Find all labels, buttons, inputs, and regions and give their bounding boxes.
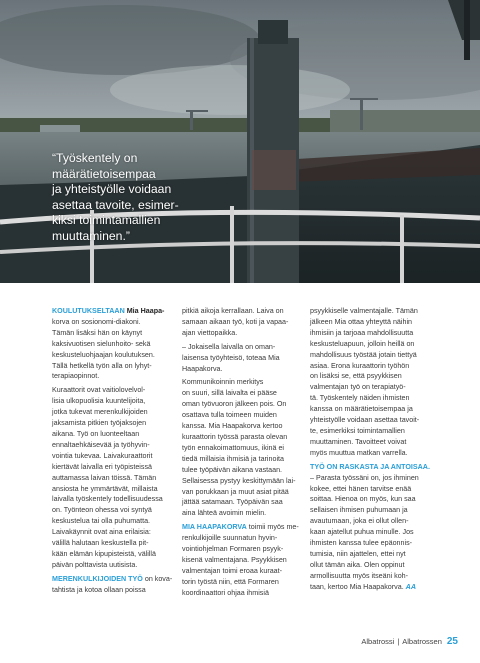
end-mark-icon: AA xyxy=(405,582,416,591)
article-body xyxy=(0,306,480,606)
paragraph-line: tumisia, niin ajattelen, ettei nyt xyxy=(310,549,406,558)
page-footer xyxy=(361,636,458,647)
paragraph-line: avautumaan, joka ei ollut ollen- xyxy=(310,517,409,526)
paragraph-line: valmentajan toimi eroaa kuraat- xyxy=(182,566,283,575)
quote-line: kiksi toimintamallien xyxy=(52,213,161,228)
heading-continuation: toimii myös me- xyxy=(248,523,299,532)
paragraph-line: ansiosta he ymmärtävät, millaista xyxy=(52,484,158,493)
paragraph-line: Kuraattorit ovat vaitiolovelvol- xyxy=(52,386,146,395)
paragraph-line: on suuri, sillä laivalta ei pääse xyxy=(182,389,277,398)
magazine-name-fi: Albatrossi xyxy=(361,637,395,646)
paragraph-line: valmentajan työ on terapiatyö- xyxy=(310,383,406,392)
paragraph-line xyxy=(310,582,438,593)
magazine-name-sv: Albatrossen xyxy=(402,637,442,646)
paragraph-line: ihmisiin ja tarjoaa mahdollisuutta xyxy=(310,328,414,337)
paragraph-line: ihmisten kanssa tulee epäonnis- xyxy=(310,539,413,548)
person-name: Mia Haapa- xyxy=(126,307,165,315)
paragraph-line: Laivakäynnit ovat aina erilaisia: xyxy=(52,528,151,537)
paragraph-line: Haapakorva. xyxy=(182,364,223,373)
paragraph-line: työn ennakoimattomuus, ikinä ei xyxy=(182,443,285,452)
paragraph-line: Tämän lisäksi hän on käynyt xyxy=(52,328,143,337)
paragraph-line: kaan ajatellut puhua minulle. Jos xyxy=(310,528,414,537)
paragraph-line: jättää satamaan. Työpäivän saa xyxy=(182,498,283,507)
paragraph-line: osattava tulla toimeen muiden xyxy=(182,411,277,420)
paragraph-line: – Jokaisella laivalla on oman- xyxy=(182,342,276,351)
article-column-2 xyxy=(182,306,310,599)
section-heading: TYÖ ON RASKASTA JA ANTOISAA. xyxy=(310,462,430,471)
paragraph-line: lisia ulkopuolisia kuuntelijoita, xyxy=(52,397,146,406)
section-heading: KOULUTUKSELTAAN xyxy=(52,307,125,315)
quote-line: määrätietoisempaa xyxy=(52,166,156,181)
paragraph-line: kanssa on määrätietoisempaa ja xyxy=(310,405,413,414)
paragraph-line: asiaa. Erona kuraattorin työhön xyxy=(310,361,410,370)
quote-line: asettaa tavoite, esimer- xyxy=(52,197,179,212)
paragraph-line: aikana. Työ on luonteeltaan xyxy=(52,429,140,438)
paragraph-line: laisensa työyhteisö, toteaa Mia xyxy=(182,353,280,362)
paragraph-line: keskusteluohjaajan koulutuksen. xyxy=(52,350,155,359)
paragraph-line: mahdollisuus työstää jotain tiettyä xyxy=(310,350,417,359)
paragraph-line: keskustelua tai olla puhumatta. xyxy=(52,517,151,526)
paragraph-line: sellaisen ihmisen puhumaan ja xyxy=(310,506,408,515)
paragraph-line: tahtista ja kotoa ollaan poissa xyxy=(52,585,146,594)
paragraph-line: ajan viettopaikka. xyxy=(182,328,238,337)
paragraph-line: laivalla työskentely todellisuudessa xyxy=(52,495,163,504)
quote-line: ja yhteistyölle voidaan xyxy=(52,182,172,197)
paragraph-line xyxy=(52,306,180,317)
paragraph-line: muuttaminen. Tavoitteet voivat xyxy=(310,437,407,446)
paragraph-line: on lisäksi se, että psyykkisen xyxy=(310,372,402,381)
closing-line: taan, kertoo Mia Haapakorva. xyxy=(310,582,404,591)
paragraph-line: armollisuutta myös itseäni koh- xyxy=(310,571,409,580)
paragraph-line xyxy=(52,574,180,585)
paragraph-line: kiertävät laivalla eri työpisteissä xyxy=(52,462,153,471)
paragraph-line: van porukkaan ja muut asiat pitää xyxy=(182,487,289,496)
paragraph-line: kään elämän kipupisteistä, välillä xyxy=(52,549,156,558)
paragraph-line: jaksamista pitkien työjaksojen xyxy=(52,419,147,428)
paragraph-line: koordinaattori ohjaa ihmisiä xyxy=(182,588,269,597)
article-column-3 xyxy=(310,306,438,593)
paragraph-line: soittaa. Hienoa on myös, kun saa xyxy=(310,495,416,504)
paragraph-line: kuraattorin työssä parasta olevan xyxy=(182,432,288,441)
paragraph-line: Sellaisessa pystyy keskittymään lai- xyxy=(182,476,296,485)
paragraph-line: pitkiä aikoja kerrallaan. Laiva on xyxy=(182,307,284,315)
paragraph-line: jotka tukevat merenkulkijoiden xyxy=(52,408,148,417)
article-column-1 xyxy=(52,306,180,596)
paragraph-line: yhteistyölle voidaan asettaa tavoit- xyxy=(310,416,420,425)
heading-continuation: on kova- xyxy=(144,574,173,583)
paragraph-line: tiedä millaisia ihmisiä ja tarinoita xyxy=(182,454,284,463)
paragraph-line: terapiaopinnot. xyxy=(52,372,100,381)
paragraph-line: renkulkijoille suunnatun hyvin- xyxy=(182,534,278,543)
section-heading: MIA HAAPAKORVA xyxy=(182,523,247,532)
paragraph-line: ollut tämän aika. Olen oppinut xyxy=(310,560,405,569)
paragraph-line: – Parasta työssäni on, jos ihminen xyxy=(310,473,419,482)
paragraph-line xyxy=(182,522,310,533)
page-number: 25 xyxy=(446,636,458,647)
paragraph-line: kaksivuotisen sielunhoito- sekä xyxy=(52,339,151,348)
paragraph-line: kanssa. Mia Haapakorva kertoo xyxy=(182,422,283,431)
paragraph-line: Kommunikoinnin merkitys xyxy=(182,378,264,387)
quote-line: “Työskentely on xyxy=(52,151,138,165)
paragraph-line: keskusteluapuun, jolloin heillä on xyxy=(310,339,415,348)
paragraph-line: tä. Työskentely näiden ihmisten xyxy=(310,394,410,403)
paragraph-line: psyykkiselle valmentajalle. Tämän xyxy=(310,307,418,315)
paragraph-line: torin työstä niin, että Formaren xyxy=(182,577,279,586)
paragraph-line: oman työvuoron jälkeen pois. On xyxy=(182,400,287,409)
paragraph-line: samaan aikaan työ, koti ja vapaa- xyxy=(182,317,289,326)
paragraph-line: Tällä hetkellä työn alla on lyhyt- xyxy=(52,361,152,370)
footer-separator: | xyxy=(397,637,400,646)
paragraph-line: on. Työnteon ohessa voi syntyä xyxy=(52,506,152,515)
quote-line: muuttaminen.” xyxy=(52,228,130,243)
pull-quote xyxy=(52,151,212,245)
paragraph-line: myös muuttua matkan varrella. xyxy=(310,448,408,457)
paragraph-line: aina lähteä avoimin mielin. xyxy=(182,509,267,518)
paragraph-line: auttamassa laivan töissä. Tämän xyxy=(52,473,157,482)
paragraph-line: ennaltaehkäisevää ja työhyvin- xyxy=(52,440,150,449)
section-heading: MERENKULKIJOIDEN TYÖ xyxy=(52,574,143,583)
paragraph-line: välillä halutaan keskustella pit- xyxy=(52,539,149,548)
paragraph-line: vointia tukevaa. Laivakuraattorit xyxy=(52,451,153,460)
paragraph-line: kokee, ettei hänen tarvitse enää xyxy=(310,484,412,493)
paragraph-line: te, esimerkiksi toimintamallien xyxy=(310,426,405,435)
paragraph-line: tulee työpäivän aikana vastaan. xyxy=(182,465,283,474)
paragraph-line: korva on sosionomi-diakoni. xyxy=(52,317,141,326)
paragraph-line: jälkeen Mia ottaa yhteyttä näihin xyxy=(310,317,413,326)
paragraph-line: vointiohjelman Formaren psyyk- xyxy=(182,545,284,554)
paragraph-line: päivän polttavista uutisista. xyxy=(52,560,138,569)
paragraph-line: kisenä valmentajana. Psyykkisen xyxy=(182,555,287,564)
